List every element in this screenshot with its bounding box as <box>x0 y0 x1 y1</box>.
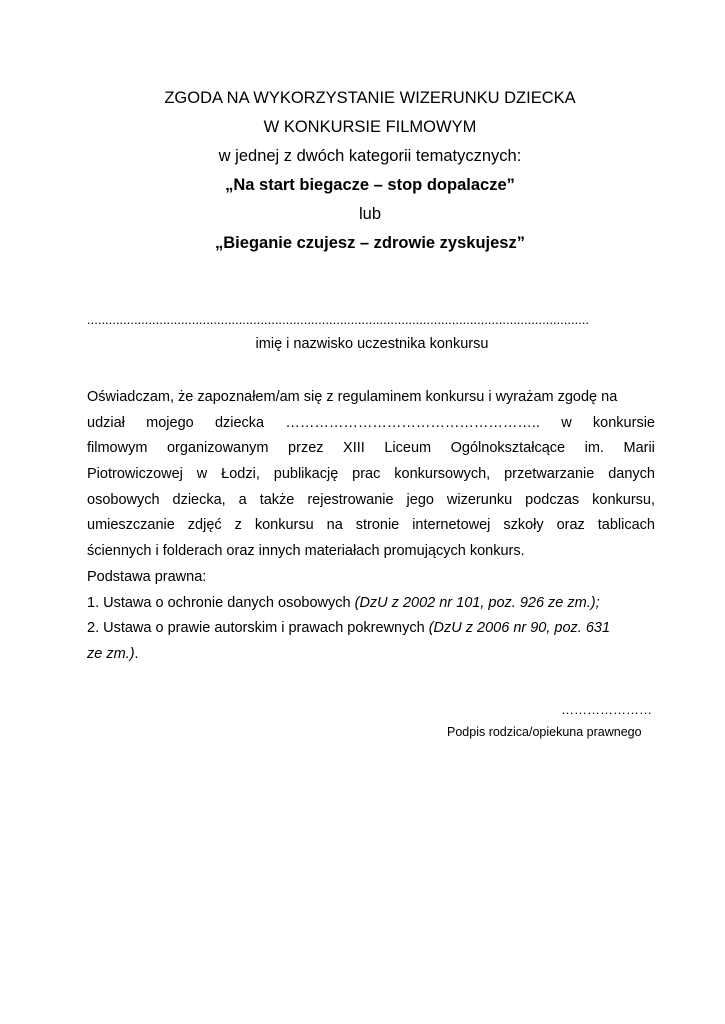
form-title-block <box>0 84 725 258</box>
declaration-word: filmowym <box>87 440 148 457</box>
title-line-3: w jednej z dwóch kategorii tematycznych: <box>218 147 522 165</box>
declaration-line-1 <box>87 385 655 411</box>
title-line-1: ZGODA NA WYKORZYSTANIE WIZERUNKU DZIECKA <box>164 89 576 107</box>
declaration-line-4: Piotrowiczowej w Łodzi, publikację prac konkursowych, przetwarzanie danych <box>87 466 655 483</box>
declaration-word: XIII <box>343 440 365 457</box>
legal-item-2-ref: (DzU z 2006 nr 90, poz. 631 <box>428 620 611 637</box>
legal-item-1-text: 1. Ustawa o ochronie danych osobowych <box>87 594 355 611</box>
signature-field[interactable]: ………………… <box>561 702 652 717</box>
category-2-title: „Bieganie czujesz – zdrowie zyskujesz” <box>215 234 525 252</box>
signature-caption: Podpis rodzica/opiekuna prawnego <box>447 725 642 739</box>
declaration-line-3 <box>87 436 655 462</box>
legal-item-2-text: 2. Ustawa o prawie autorskim i prawach pokrewnych <box>87 620 429 637</box>
declaration-word: konkursie <box>592 414 655 431</box>
legal-basis-item-1 <box>87 591 655 617</box>
declaration-line-5: osobowych dziecka, a także rejestrowanie jego wizerunku podczas konkursu, <box>87 491 655 508</box>
participant-name-caption: imię i nazwisko uczestnika konkursu <box>255 336 489 352</box>
declaration-word: Ogólnokształcące <box>450 440 566 457</box>
declaration-word: im. <box>584 440 604 457</box>
declaration-word: mojego <box>146 414 194 431</box>
title-line-2: W KONKURSIE FILMOWYM <box>263 118 477 136</box>
child-name-field[interactable]: …………………………………………….. <box>285 414 540 431</box>
participant-name-field[interactable]: ........................................................................................................................................... <box>87 312 590 327</box>
declaration-line-2 <box>87 411 655 437</box>
declaration-line-1-text: Oświadczam, że zapoznałem/am się z regulaminem konkursu i wyrażam zgodę na <box>87 389 618 405</box>
declaration-word: udział <box>87 414 125 431</box>
declaration-line-7: ściennych i folderach oraz innych materiałach promujących konkurs. <box>87 543 525 560</box>
declaration-word: Marii <box>623 440 655 457</box>
legal-basis-item-2 <box>87 616 655 642</box>
declaration-word: organizowanym <box>166 440 269 457</box>
category-1-title: „Na start biegacze – stop dopalacze” <box>225 176 515 194</box>
declaration-word: w <box>561 414 572 431</box>
category-connector: lub <box>358 205 382 223</box>
legal-basis-heading: Podstawa prawna: <box>87 568 207 585</box>
declaration-word: Liceum <box>384 440 432 457</box>
declaration-word: przez <box>288 440 324 457</box>
legal-item-2-ref-cont: ze zm.) <box>87 645 135 662</box>
legal-basis-item-2-cont <box>87 642 655 668</box>
legal-item-1-ref: (DzU z 2002 nr 101, poz. 926 ze zm.); <box>354 594 600 611</box>
declaration-text <box>87 385 655 668</box>
declaration-word: dziecka <box>214 414 265 431</box>
legal-item-2-end: . <box>134 645 139 662</box>
declaration-line-6: umieszczanie zdjęć z konkursu na stronie internetowej szkoły oraz tablicach <box>87 517 655 534</box>
